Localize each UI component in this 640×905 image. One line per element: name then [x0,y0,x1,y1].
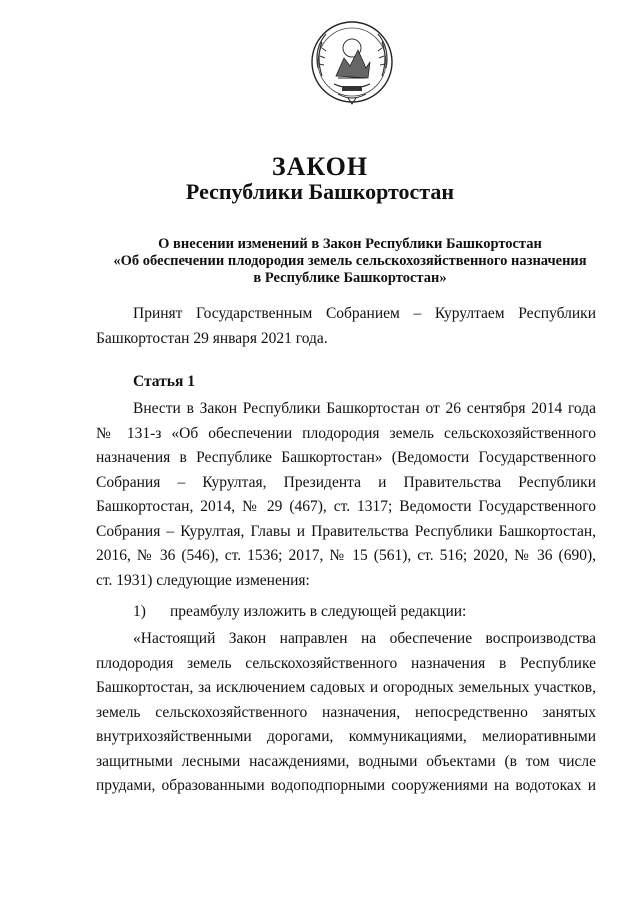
item-text: преамбулу изложить в следующей редакции: [170,603,467,620]
law-subject [100,236,600,287]
intro-line: № 131-з «Об обеспечении плодородия земель сельскохозяйственного [96,424,596,442]
quote-line: внутрихозяйственными дорогами, коммуникациями, мелиоративными [96,728,596,745]
intro-line: назначения в Республике Башкортостан» (Ведомости Государственного [96,449,596,466]
adoption-line: Башкортостан 29 января 2021 года. [96,329,328,347]
subject-line: О внесении изменений в Закон Республики Башкортостан [158,236,542,252]
document-title: ЗАКОН [271,152,369,181]
item-number: 1) [133,603,146,620]
preamble-quote [96,627,596,799]
intro-line: 2016, № 36 (546), ст. 1536; 2017, № 15 (561), ст. 516; 2020, № 36 (690), [96,547,596,564]
subject-line: в Республике Башкортостан» [253,270,447,286]
intro-line: Башкортостан, 2014, № 29 (467), ст. 1317; Ведомости Государственного [96,498,596,515]
quote-line: «Настоящий Закон направлен на обеспечение воспроизводства [133,630,596,647]
quote-line: защитными лесными насаждениями, водными объектами (в том числе [96,752,596,770]
intro-line: ст. 1931) следующие изменения: [96,571,310,589]
intro-line: Собрания – Курултая, Президента и Правительства Республики [96,473,596,491]
document-subtitle: Республики Башкортостан [185,179,455,204]
article-heading: Статья 1 [133,373,195,390]
adoption-line: Принят Государственным Собранием – Курултаем Республики [133,305,596,322]
amendment-item [133,602,466,622]
coat-of-arms-emblem [308,18,396,110]
quote-line: Башкортостан, за исключением садовых и огородных земельных участков, [96,679,596,696]
subject-line: «Об обеспечении плодородия земель сельскохозяйственного назначения [113,253,587,269]
intro-line: Собрания – Курултая, Главы и Правительства Республики Башкортостан, [96,522,596,540]
article-intro [96,397,596,593]
quote-line: плодородия земель сельскохозяйственного назначения в Республике [96,654,596,672]
quote-line: прудами, образованными водоподпорными сооружениями на водотоках и [96,777,596,794]
quote-line: земель сельскохозяйственного назначения, непосредственно занятых [96,703,596,721]
adoption-note [96,302,596,351]
intro-line: Внести в Закон Республики Башкортостан от 26 сентября 2014 года [133,400,596,417]
